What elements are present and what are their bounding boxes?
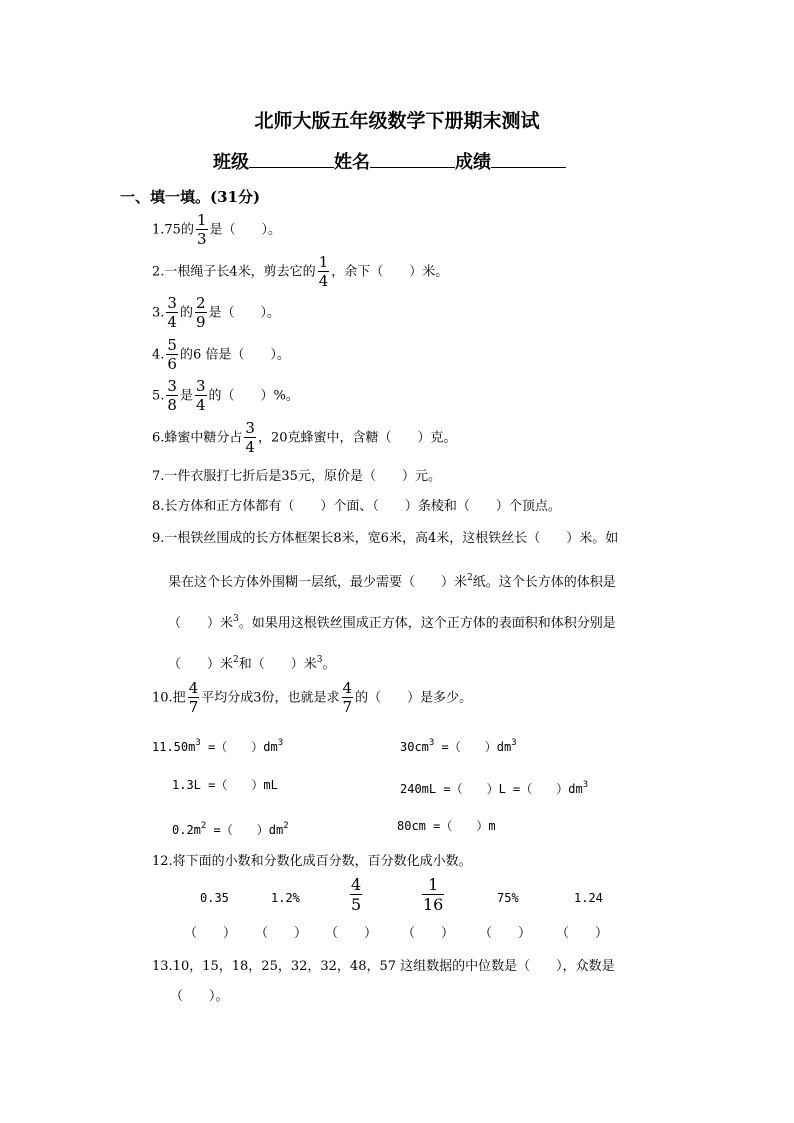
fraction xyxy=(350,877,362,913)
q12-item-decimal: 0.35 xyxy=(200,891,229,905)
denominator: 8 xyxy=(167,396,177,414)
q9-text: （ ）米 xyxy=(168,657,234,672)
question-11-row-3-left xyxy=(172,816,289,840)
question-2 xyxy=(152,255,448,289)
denominator: 4 xyxy=(318,272,329,290)
name-blank[interactable] xyxy=(370,149,455,168)
score-label: 成绩 xyxy=(455,152,491,173)
student-info-line xyxy=(213,148,566,174)
q10-text-b: 的（ ）是多少。 xyxy=(355,690,473,706)
question-4 xyxy=(152,338,290,372)
numerator: 4 xyxy=(351,875,362,894)
question-13-line-2: （ ）。 xyxy=(170,989,229,1004)
section-heading: 一、填一填。(31分) xyxy=(120,188,261,206)
q11-text: 0.2m xyxy=(172,823,201,837)
denominator: 3 xyxy=(196,230,207,248)
question-5 xyxy=(152,379,299,413)
denominator: 7 xyxy=(188,698,199,716)
denominator: 6 xyxy=(167,355,177,373)
q5-text-b: 的（ ）%。 xyxy=(208,388,299,404)
q3-text-m: 的 xyxy=(179,305,193,321)
fraction xyxy=(196,213,208,247)
q4-text-b: 的6 倍是（ ）。 xyxy=(179,347,290,363)
denominator: 7 xyxy=(342,698,353,716)
denominator: 9 xyxy=(195,313,206,331)
question-11-row-2-right xyxy=(400,775,588,799)
q11-text: 30cm xyxy=(400,740,429,754)
q2-text-a: 2.一根绳子长4米，剪去它的 xyxy=(152,264,316,280)
page-title: 北师大版五年级数学下册期末测试 xyxy=(254,110,540,132)
q12-answer-blank[interactable]: （ ） xyxy=(402,926,455,941)
q12-item-decimal: 1.24 xyxy=(574,891,603,905)
q12-answer-blank[interactable]: （ ） xyxy=(184,926,237,941)
fraction xyxy=(318,255,330,289)
fraction xyxy=(195,379,207,413)
q12-item-fraction xyxy=(348,877,364,913)
numerator: 5 xyxy=(167,336,177,354)
q1-text-a: 1.75的 xyxy=(152,222,194,238)
fraction xyxy=(166,338,178,372)
superscript: 2 xyxy=(283,821,289,831)
superscript: 3 xyxy=(195,738,201,748)
question-9-line-3 xyxy=(168,609,616,634)
superscript: 2 xyxy=(233,655,239,665)
question-11-row-1-right xyxy=(400,733,517,757)
question-6 xyxy=(152,421,457,455)
fraction xyxy=(422,877,444,913)
question-8: 8.长方体和正方体都有（ ）个面、（ ）条棱和（ ）个顶点。 xyxy=(152,499,561,514)
fraction xyxy=(342,681,354,715)
q5-text-a: 5. xyxy=(152,388,165,404)
question-1 xyxy=(152,213,281,247)
superscript: 3 xyxy=(511,738,517,748)
denominator: 4 xyxy=(195,396,206,414)
q11-text: =（ ）dm xyxy=(434,740,512,754)
question-11-row-3-right: 80cm =（ ）m xyxy=(397,819,496,833)
question-11-row-1-left xyxy=(152,733,283,757)
question-9-line-1: 9.一根铁丝围成的长方体框架长8米，宽6米，高4米，这根铁丝长（ ）米。如 xyxy=(152,531,619,546)
q1-text-b: 是（ ）。 xyxy=(209,222,282,238)
q3-text-a: 3. xyxy=(152,305,165,321)
q6-text-a: 6.蜂蜜中糖分占 xyxy=(152,430,243,446)
score-blank[interactable] xyxy=(491,149,566,168)
fraction xyxy=(166,379,178,413)
q9-text: 纸。这个长方体的体积是 xyxy=(472,575,616,590)
q9-text: 果在这个长方体外围糊一层纸，最少需要（ ）米 xyxy=(168,575,468,590)
numerator: 3 xyxy=(167,377,177,395)
q12-answer-blank[interactable]: （ ） xyxy=(255,926,308,941)
superscript: 3 xyxy=(582,780,589,790)
question-12: 12.将下面的小数和分数化成百分数，百分数化成小数。 xyxy=(152,854,472,869)
q9-text: 。 xyxy=(322,657,336,672)
denominator: 4 xyxy=(245,438,255,456)
superscript: 3 xyxy=(277,738,284,748)
numerator: 1 xyxy=(318,253,329,271)
q5-text-m: 是 xyxy=(179,388,193,404)
q4-text-a: 4. xyxy=(152,347,165,363)
denominator: 4 xyxy=(167,313,177,331)
q11-text: 11.50m xyxy=(152,740,196,754)
q10-text-a: 10.把 xyxy=(152,690,186,706)
q2-text-b: ，余下（ ）米。 xyxy=(331,264,449,280)
superscript: 3 xyxy=(316,655,323,665)
q12-item-percent: 1.2% xyxy=(271,891,300,905)
question-10 xyxy=(152,681,472,715)
question-13-line-1: 13.10，15，18，25，32，32，48，57 这组数据的中位数是（ ），众数是 xyxy=(152,959,615,974)
q12-answer-blank[interactable]: （ ） xyxy=(479,926,532,941)
q9-text: 和（ ）米 xyxy=(238,657,317,672)
numerator: 1 xyxy=(196,211,207,229)
q6-text-b: ，20克蜂蜜中，含糖（ ）克。 xyxy=(257,430,457,446)
q9-text: （ ）米 xyxy=(168,616,234,631)
numerator: 4 xyxy=(188,679,199,697)
numerator: 2 xyxy=(195,294,206,312)
name-label: 姓名 xyxy=(334,152,370,173)
q11-text: 240mL =（ ）L =（ ）dm xyxy=(400,782,583,796)
fraction xyxy=(188,681,200,715)
superscript: 3 xyxy=(233,614,239,624)
fraction xyxy=(166,296,178,330)
question-9-line-4 xyxy=(168,650,336,675)
question-9-line-2 xyxy=(168,568,616,593)
fraction xyxy=(195,296,207,330)
denominator: 5 xyxy=(351,895,362,914)
numerator: 1 xyxy=(428,875,439,894)
class-blank[interactable] xyxy=(249,149,334,168)
question-7: 7.一件衣服打七折后是35元，原价是（ ）元。 xyxy=(152,469,441,484)
numerator: 3 xyxy=(195,377,206,395)
q3-text-b: 是（ ）。 xyxy=(208,305,281,321)
fraction xyxy=(244,421,256,455)
superscript: 2 xyxy=(200,821,207,831)
q12-item-fraction xyxy=(420,877,446,913)
superscript: 2 xyxy=(467,573,473,583)
numerator: 4 xyxy=(342,679,353,697)
q12-item-percent: 75% xyxy=(497,891,519,905)
q11-text: =（ ）dm xyxy=(206,823,284,837)
q10-text-m: 平均分成3份，也就是求 xyxy=(201,690,340,706)
class-label: 班级 xyxy=(213,152,249,173)
numerator: 3 xyxy=(167,294,177,312)
superscript: 3 xyxy=(428,738,435,748)
question-11-row-2-left: 1.3L =（ ）mL xyxy=(172,778,278,792)
question-3 xyxy=(152,296,280,330)
q12-answer-blank[interactable]: （ ） xyxy=(325,926,378,941)
denominator: 16 xyxy=(423,895,444,914)
numerator: 3 xyxy=(245,419,255,437)
q9-text: 。如果用这根铁丝围成正方体，这个正方体的表面积和体积分别是 xyxy=(238,616,616,631)
q12-answer-blank[interactable]: （ ） xyxy=(556,926,609,941)
q11-text: =（ ）dm xyxy=(200,740,278,754)
